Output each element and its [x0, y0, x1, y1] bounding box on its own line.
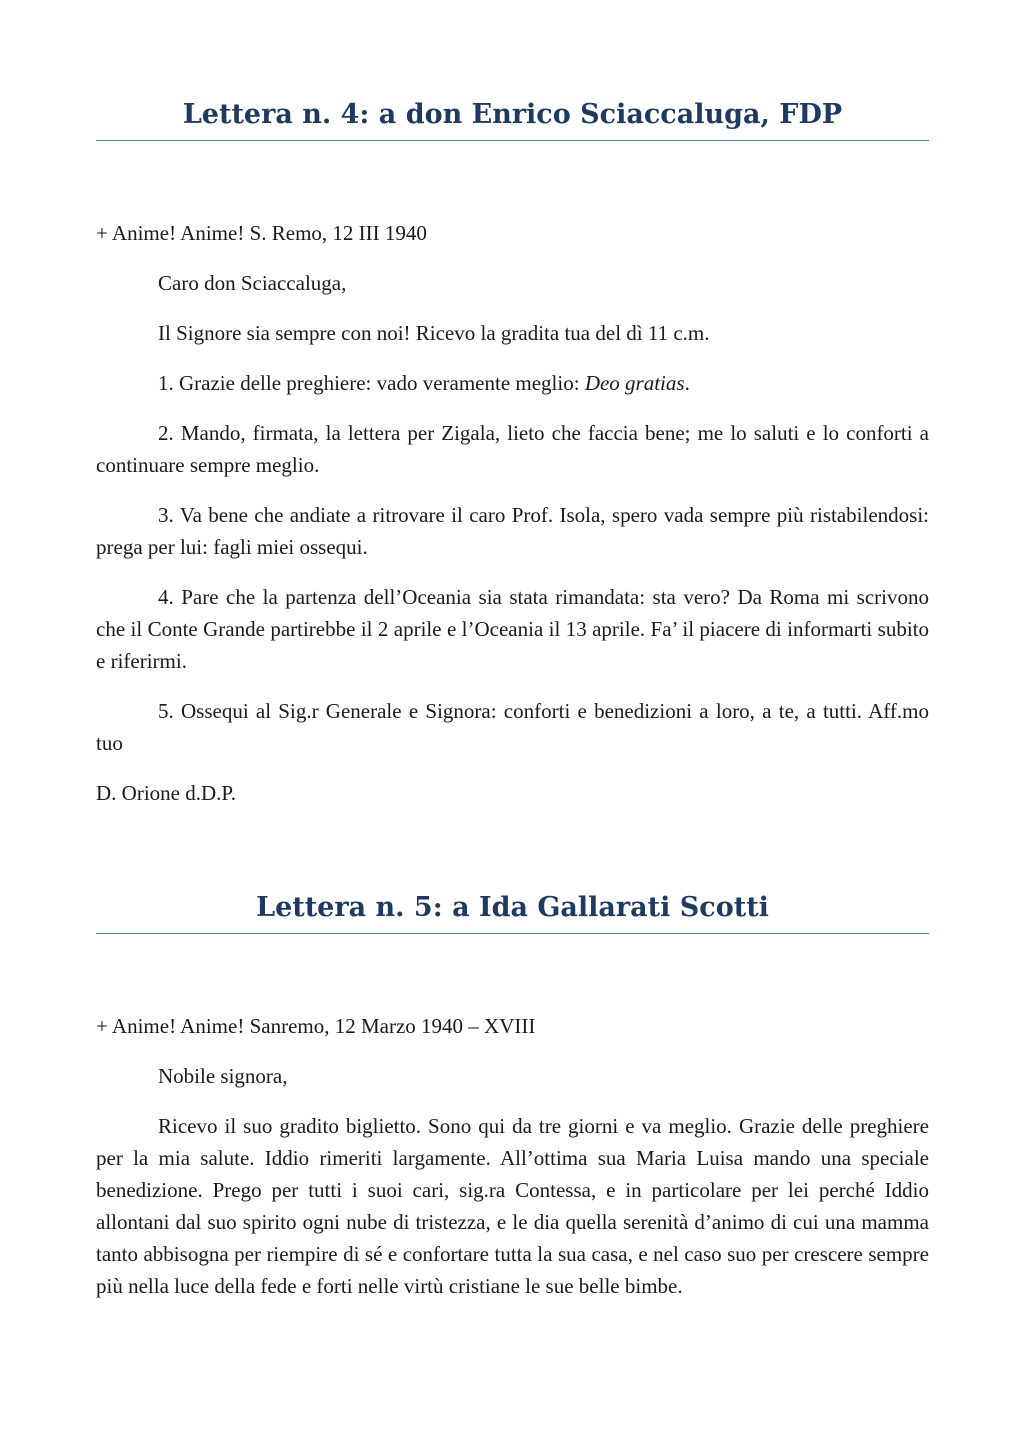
letter-4-dateline: + Anime! Anime! S. Remo, 12 III 1940 [96, 221, 427, 245]
letter-4-paragraph-5: 5. Ossequi al Sig.r Generale e Signora: conforti e benedizioni a loro, a te, a tutti. Aff.mo tuo [96, 699, 929, 755]
letter-4-title: Lettera n. 4: a don Enrico Sciaccaluga, FDP [96, 98, 929, 141]
letter-4-signature: D. Orione d.D.P. [96, 781, 236, 805]
letter-4-paragraph-4: 4. Pare che la partenza dell’Oceania sia stata rimandata: sta vero? Da Roma mi scrivono che il Conte Grande partirebbe il 2 aprile e l’Oceania il 13 aprile. Fa’ il piacere di informarti subito e riferirmi. [96, 585, 929, 673]
letter-5-paragraph: Ricevo il suo gradito biglietto. Sono qui da tre giorni e va meglio. Grazie delle preghiere per la mia salute. Iddio rimeriti largamente. All’ottima sua Maria Luisa mando una speciale benedizione. Prego per tutti i suoi cari, sig.ra Contessa, e in particolare per lei perché Iddio allontani dal suo spirito ogni nube di tristezza, e le dia quella serenità d’animo di cui una mamma tanto abbisogna per riempire di sé e confortare tutta la sua casa, e nel caso suo per crescere sempre più nella luce della fede e forti nelle virtù cristiane le sue belle bimbe. [96, 1114, 929, 1298]
letter-4-paragraph: Il Signore sia sempre con noi! Ricevo la gradita tua del dì 11 c.m. [158, 321, 710, 345]
letter-4-paragraph-3: 3. Va bene che andiate a ritrovare il caro Prof. Isola, spero vada sempre più ristabilendosi: prega per lui: fagli miei ossequi. [96, 503, 929, 559]
letter-5-salutation: Nobile signora, [158, 1064, 288, 1088]
letter-4-salutation: Caro don Sciaccaluga, [158, 271, 347, 295]
letter-5-dateline: + Anime! Anime! Sanremo, 12 Marzo 1940 – XVIII [96, 1014, 536, 1038]
paragraph-text: 1. Grazie delle preghiere: vado veramente meglio: [158, 371, 585, 395]
letter-4-paragraph-2: 2. Mando, firmata, la lettera per Zigala, lieto che faccia bene; me lo saluti e lo conforti a continuare sempre meglio. [96, 421, 929, 477]
paragraph-end: . [684, 371, 690, 395]
italic-phrase: Deo gratias [584, 371, 685, 395]
letter-4-paragraph-1 [96, 367, 929, 399]
letter-5-title: Lettera n. 5: a Ida Gallarati Scotti [96, 891, 929, 934]
document-page [96, 0, 929, 1302]
